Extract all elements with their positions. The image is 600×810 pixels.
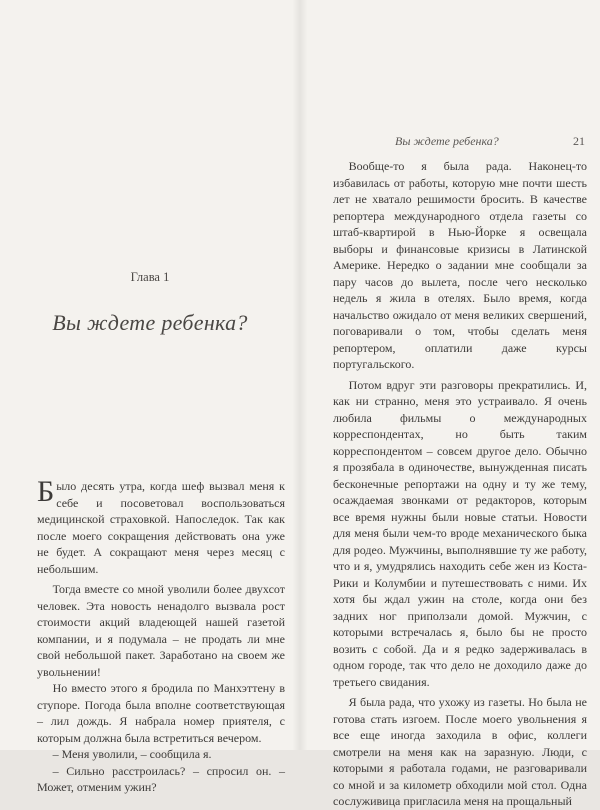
paragraph: Я была рада, что ухожу из газеты. Но была не готова стать изгоем. После моего увольнения я все еще иногда заходила в офис, коллеги смотрели на меня как на заразную. Люди, с которыми я работала годами, не разговаривали со мной и за километр обходили мой стол. Одна сослуживица пригласила меня на прощальный — [333, 695, 587, 808]
right-body-text — [333, 158, 587, 810]
left-body-text — [37, 475, 285, 796]
paragraph: Потом вдруг эти разговоры прекратились. И, как ни странно, меня это устраивало. Я очень любила фильмы о международных корреспондентах, но быть таким корреспондентом – совсем другое дело. Обычно я прозябала в одиночестве, вынужденная писать бесконечные репортажи на одну и ту же тему, осаждаемая звонками от редакторов, которым все время нужны были новые статьи. Новости для меня были чем-то вроде механического быка для родео. Мужчины, выполнявшие ту же работу, что и я, умудрялись находить себе жен из Коста-Рики и Колумбии и путешествовать с ними. Их хотя бы ждал ужин на столе, когда они без задних ног приползали домой. Мужчин, с которыми встречалась я, было бы не просто возить с собой. Да и я редко задерживалась в одном городе, так что дело не доходило даже до третьего свидания. — [333, 377, 587, 689]
opening-paragraph — [37, 475, 285, 577]
drop-cap: Б — [37, 475, 55, 508]
book-gutter — [292, 0, 308, 750]
chapter-label: Глава 1 — [130, 270, 170, 284]
chapter-title: Вы ждете ребенка? — [52, 310, 248, 335]
page-number: 21 — [573, 134, 585, 148]
paragraph: Вообще-то я была рада. Наконец-то избавилась от работы, которую мне почти шесть лет не хватало решимости бросить. В качестве репортера международного отдела газеты со штаб-квартирой в Нью-Йорке я освещала выборы и финансовые кризисы в Латинской Америке. Нередко о задании мне сообщали за пару часов до вылета, после чего несколько недель я жила в отелях. Было время, когда начальство ожидало от меня великих свершений, поговаривали о том, чтобы сделать меня репортером, оплатили даже курсы португальского. — [333, 159, 587, 371]
paragraph: Но вместо этого я бродила по Манхэттену в ступоре. Погода была вполне соответствующая – лил дождь. Я набрала номер приятеля, с которым должна была встретиться вечером. — [37, 681, 285, 745]
dialogue-line: – Сильно расстроилась? – спросил он. – Может, отменим ужин? — [37, 763, 285, 794]
left-page — [0, 0, 300, 794]
paragraph: Тогда вместе со мной уволили более двухсот человек. Эта новость ненадолго вызвала рост стоимости акций владеющей нашей газетой компании, и я подумала – не продать ли мне свой небольшой пакет. Заработано на своем же увольнении! — [37, 582, 285, 679]
running-head: Вы ждете ребенка? — [395, 134, 499, 148]
dialogue-line: – Меня уволили, – сообщила я. — [52, 747, 212, 761]
opening-paragraph-text: ыло десять утра, когда шеф вызвал меня к себе и посоветовал воспользоваться медицинской страховкой. Напоследок. Так как после моего сокращения действовать она уже не будет. А сокращают меня через месяц с небольшим. — [37, 479, 285, 576]
